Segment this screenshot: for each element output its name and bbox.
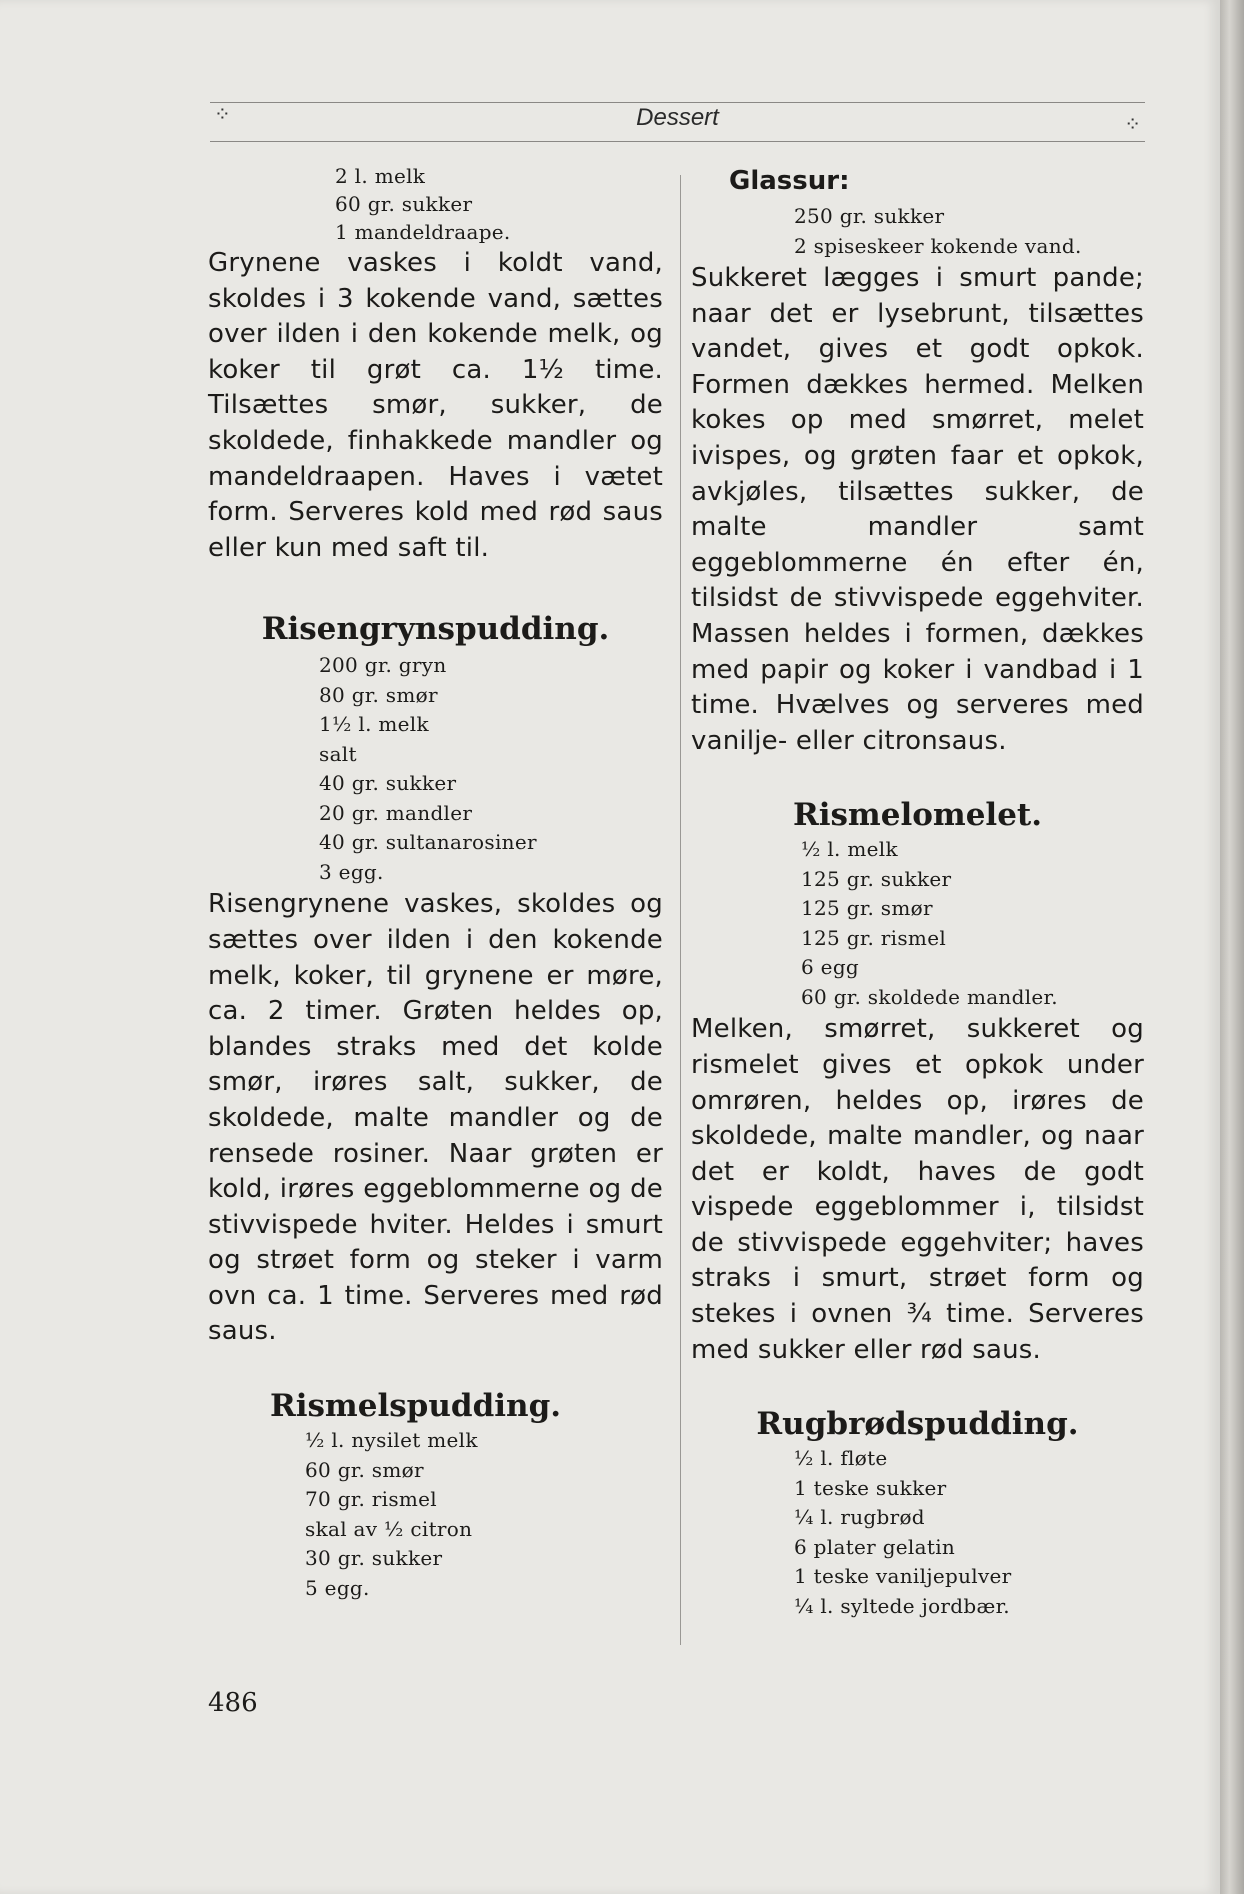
ingredient: 200 gr. gryn [319, 653, 447, 678]
risengryn-ingredient-list [208, 651, 663, 887]
intro-paragraph: Grynene vaskes i koldt vand, skoldes i 3 kokende vand, sættes over ilden i den kokende melk, og koker til grøt ca. 1½ time. Tilsættes smør, sukker, de skoldede, finhakkede mandler og mandeldraapen. Haves i vætet form. Serveres kold med rød saus eller kun med saft til. [208, 248, 663, 563]
glassur-title: Glassur: [729, 166, 850, 196]
ingredient: skal av ½ citron [305, 1516, 473, 1541]
ingredient: 60 gr. skoldede mandler. [801, 984, 1058, 1009]
ingredient: 1½ l. melk [319, 712, 429, 737]
ingredient: 2 l. melk [335, 164, 426, 188]
ingredient: ½ l. melk [801, 837, 898, 862]
glassur-paragraph: Sukkeret lægges i smurt pande; naar det er lysebrunt, tilsættes vandet, gives et godt opkok. Formen dækkes hermed. Melken kokes op med smørret, melet ivispes, og grøten faar et opkok, avkjøles, tilsættes sukker, de malte mandler samt eggeblommerne én efter én, tilsidst de stivvispede eggehviter. Massen heldes i formen, dækkes med papir og koker i vandbad i 1 time. Hvælves og serveres med vanilje- eller citronsaus. [691, 263, 1144, 756]
ingredient: 40 gr. sultanarosiner [319, 830, 537, 855]
ingredient: 60 gr. sukker [335, 192, 473, 216]
intro-ingredient-list [208, 162, 663, 246]
ingredient: 60 gr. smør [305, 1457, 424, 1482]
glassur-ingredient-list [691, 202, 1144, 261]
ingredient: 30 gr. sukker [305, 1546, 443, 1571]
rugbrodspudding-ingredient-list [691, 1444, 1144, 1621]
ingredient: 250 gr. sukker [794, 204, 945, 228]
rismelomelet-paragraph: Melken, smørret, sukkeret og rismelet gives et opkok under omrøren, heldes op, irøres de skoldede, malte mandler, og naar det er koldt, haves de godt vispede eggeblommer i, tilsidst de stivvispede eggehviter; haves straks i smurt, strøet form og stekes i ovnen ¾ time. Serveres med sukker eller rød saus. [691, 1014, 1144, 1365]
ingredient: ½ l. nysilet melk [305, 1428, 478, 1453]
ingredient: 125 gr. rismel [801, 925, 947, 950]
recipe-title-risengrynspudding: Risengrynspudding. [261, 611, 610, 648]
page-number: 486 [208, 1688, 258, 1718]
ornament-right-icon: ⁘ [1124, 112, 1141, 136]
header-rule-top [210, 102, 1145, 103]
ingredient: ¼ l. syltede jordbær. [794, 1593, 1010, 1618]
ingredient: ½ l. fløte [794, 1446, 888, 1471]
ingredient: 20 gr. mandler [319, 800, 473, 825]
running-header [210, 96, 1145, 146]
header-title: Dessert [636, 104, 719, 131]
risengryn-paragraph: Risengrynene vaskes, skoldes og sættes over ilden i den kokende melk, koker, til grynene er møre, ca. 2 timer. Grøten heldes op, blandes straks med det kolde smør, irøres salt, sukker, de skoldede, malte mandler og de rensede rosiner. Naar grøten er kold, irøres eggeblommerne og de stivvispede hviter. Heldes i smurt og strøet form og steker i varm ovn ca. 1 time. Serveres med rød saus. [208, 889, 663, 1347]
page-edge [1220, 0, 1244, 1894]
ingredient: 40 gr. sukker [319, 771, 457, 796]
left-column [208, 162, 663, 1603]
rismelomelet-ingredient-list [691, 835, 1144, 1012]
right-column [691, 162, 1144, 1621]
recipe-title-rugbrodspudding: Rugbrødspudding. [756, 1406, 1079, 1443]
ingredient: 6 plater gelatin [794, 1534, 956, 1559]
header-rule-bottom [210, 141, 1145, 142]
ingredient: 80 gr. smør [319, 682, 438, 707]
ingredient: 2 spiseskeer kokende vand. [794, 233, 1082, 258]
ingredient: salt [319, 741, 357, 766]
ingredient: 70 gr. rismel [305, 1487, 438, 1512]
ingredient: 1 mandeldraape. [335, 220, 511, 244]
ingredient: 1 teske sukker [794, 1475, 947, 1500]
recipe-title-rismelomelet: Rismelomelet. [792, 797, 1043, 834]
ingredient: 1 teske vaniljepulver [794, 1564, 1012, 1589]
recipe-title-rismelspudding: Rismelspudding. [269, 1388, 562, 1425]
column-divider [680, 175, 681, 1645]
ornament-left-icon: ⁘ [214, 102, 231, 126]
ingredient: 125 gr. sukker [801, 866, 952, 891]
ingredient: 3 egg. [319, 859, 384, 884]
ingredient: ¼ l. rugbrød [794, 1505, 925, 1530]
ingredient: 5 egg. [305, 1575, 370, 1600]
ingredient: 125 gr. smør [801, 896, 933, 921]
rismelspudding-ingredient-list [208, 1426, 663, 1603]
ingredient: 6 egg [801, 955, 860, 980]
